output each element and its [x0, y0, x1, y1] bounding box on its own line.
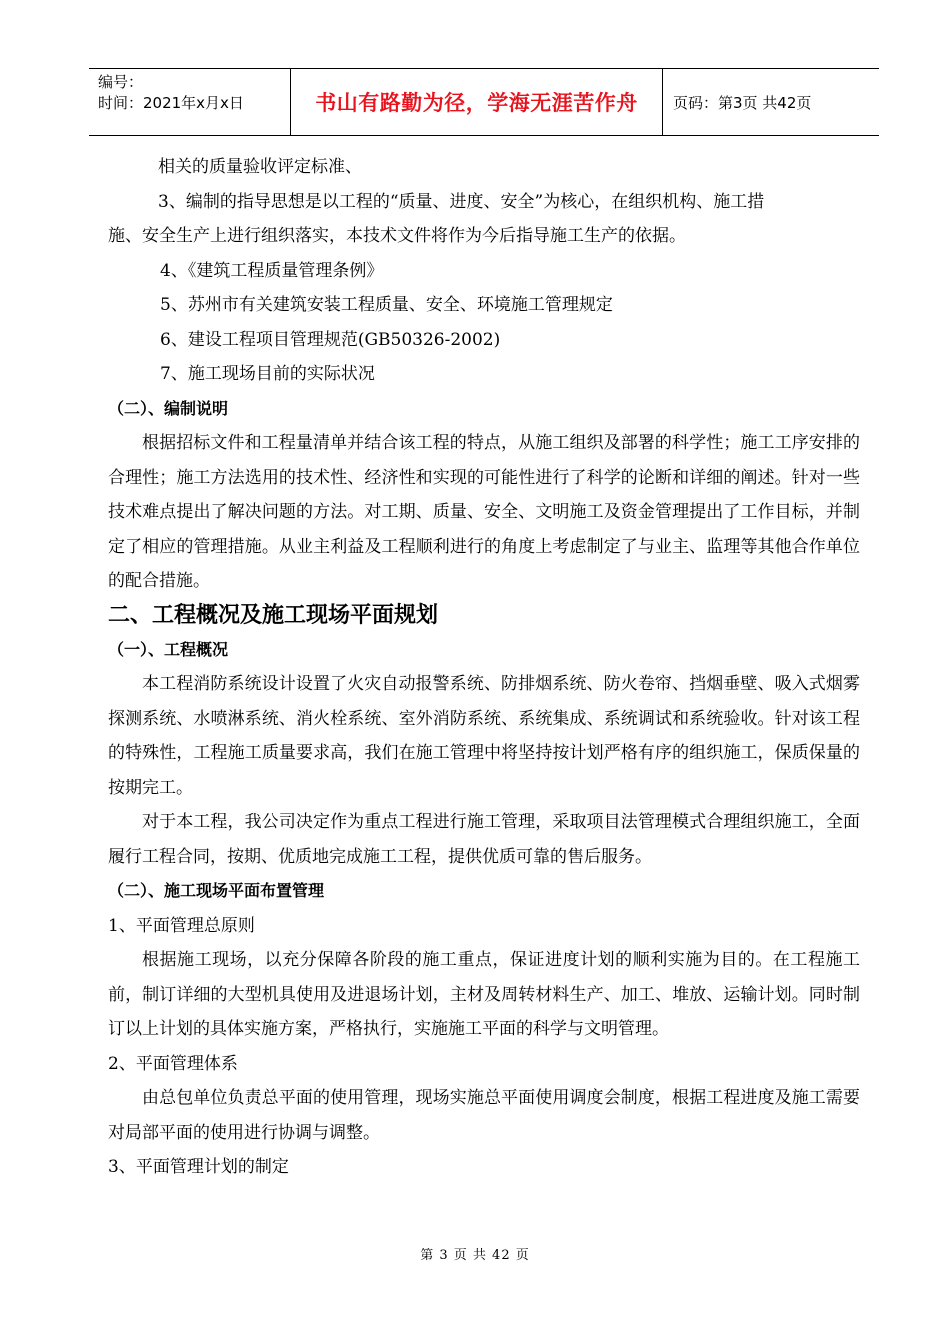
paragraph-project-overview-2: 对于本工程，我公司决定作为重点工程进行施工管理，采取项目法管理模式合理组织施工，全面履行工程合同，按期、优质地完成施工工程，提供优质可靠的售后服务。 [108, 812, 860, 867]
section-heading-project-overview: （一）、工程概况 [108, 639, 229, 659]
list-item-7: 7、施工现场目前的实际状况 [160, 364, 375, 384]
section-heading-site-layout: （二）、施工现场平面布置管理 [108, 881, 325, 900]
header-page [663, 69, 879, 135]
document-body [108, 150, 860, 1185]
paragraph-project-overview-1: 本工程消防系统设计设置了火灾自动报警系统、防排烟系统、防火卷帘、挡烟垂壁、吸入式烟雾探测系统、水喷淋系统、消火栓系统、室外消防系统、系统集成、系统调试和系统验收。针对该工程的特殊性，工程施工质量要求高，我们在施工管理中将坚持按计划严格有序的组织施工，保质保量的按期完工。 [108, 674, 860, 798]
subheading-1: 1、平面管理总原则 [108, 915, 255, 936]
header-motto [290, 69, 663, 135]
section-heading-compile-notes: （二）、编制说明 [108, 398, 229, 418]
list-item-3-continued: 施、安全生产上进行组织落实，本技术文件将作为今后指导施工生产的依据。 [108, 226, 686, 246]
page-label: 页码：第3页 共42页 [673, 93, 812, 112]
page-footer: 第 3 页 共 42 页 [420, 1248, 530, 1263]
subheading-2: 2、平面管理体系 [108, 1053, 238, 1074]
list-item-5: 5、苏州市有关建筑安装工程质量、安全、环境施工管理规定 [160, 295, 613, 315]
header-meta [89, 69, 290, 135]
list-item-3: 3、编制的指导思想是以工程的“质量、进度、安全”为核心，在组织机构、施工措 [158, 191, 765, 212]
chapter-heading: 二、工程概况及施工现场平面规划 [108, 602, 439, 628]
motto-text: 书山有路勤为径，学海无涯苦作舟 [315, 91, 638, 115]
list-item-6: 6、建设工程项目管理规范(GB50326-2002) [160, 329, 501, 350]
number-label: 编号： [98, 73, 144, 91]
time-label: 时间：2021年x月x日 [98, 94, 244, 112]
subheading-3: 3、平面管理计划的制定 [108, 1157, 289, 1177]
paragraph-sub-1: 根据施工现场，以充分保障各阶段的施工重点，保证进度计划的顺利实施为目的。在工程施工前，制订详细的大型机具使用及进退场计划，主材及周转材料生产、加工、堆放、运输计划。同时制订以上计划的具体实施方案，严格执行，实施施工平面的科学与文明管理。 [108, 950, 860, 1039]
paragraph-compile-notes: 根据招标文件和工程量清单并结合该工程的特点，从施工组织及部署的科学性；施工工序安排的合理性；施工方法选用的技术性、经济性和实现的可能性进行了科学的论断和详细的阐述。针对一些技术难点提出了解决问题的方法。对工期、质量、安全、文明施工及资金管理提出了工作目标，并制定了相应的管理措施。从业主利益及工程顺利进行的角度上考虑制定了与业主、监理等其他合作单位的配合措施。 [108, 433, 860, 591]
list-item-4: 4、《建筑工程质量管理条例》 [160, 260, 384, 281]
page-header [89, 68, 879, 136]
text-line: 相关的质量验收评定标准、 [158, 157, 362, 177]
paragraph-sub-2: 由总包单位负责总平面的使用管理，现场实施总平面使用调度会制度，根据工程进度及施工需要对局部平面的使用进行协调与调整。 [108, 1088, 860, 1143]
